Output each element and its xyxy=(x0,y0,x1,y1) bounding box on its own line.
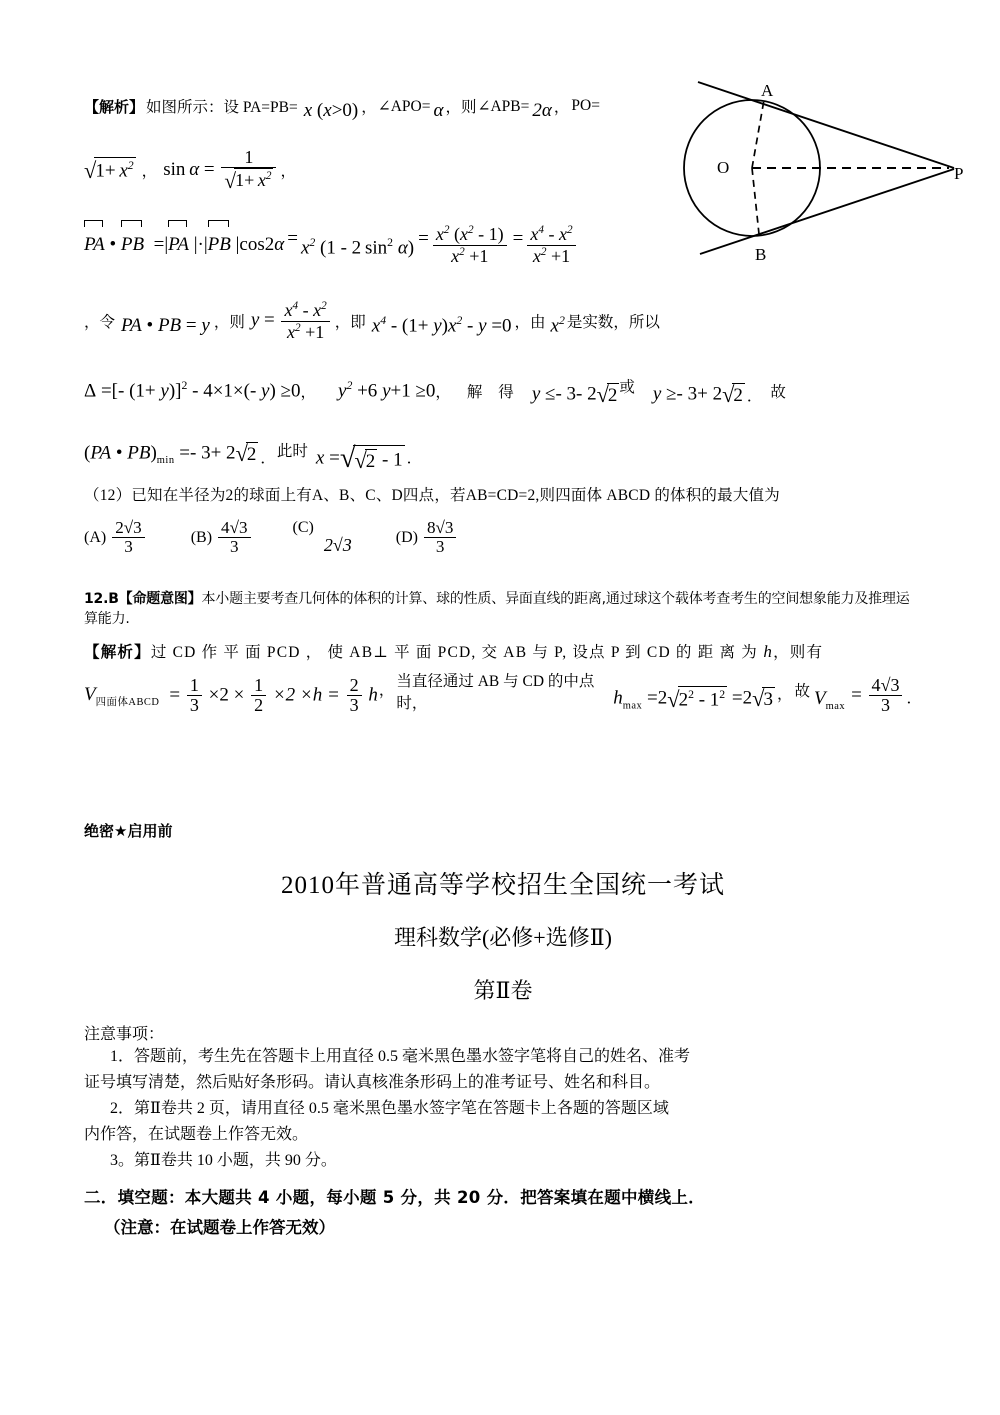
expr-eq-3: = xyxy=(512,228,524,249)
expr-solution-2: y ≥- 3+ 2√2 xyxy=(652,382,743,407)
dashed-segment-oa xyxy=(752,100,764,168)
choice-b-num: 4√3 xyxy=(221,518,248,537)
choice-a-value xyxy=(110,519,146,557)
answer-12-intent xyxy=(84,589,922,630)
notice-3-line-1: 3。第Ⅱ卷共 10 小题，共 90 分。 xyxy=(110,1152,337,1170)
exam-subtitle: 理科数学(必修+选修Ⅱ) xyxy=(393,925,612,951)
let-tail: 是实数，所以 xyxy=(566,314,660,331)
expr-y-fraction: y = $\frac{x^4 - x^2}{x^2 +1}$ xyxy=(251,300,332,342)
notice-2-line-2: 内作答，在试题卷上作答无效。 xyxy=(84,1126,309,1144)
solution-line-1 xyxy=(84,90,704,122)
notice-1-line-1: 1．答题前，考生先在答题卡上用直径 0.5 毫米黑色墨水签字笔将自己的姓名、准考 xyxy=(110,1048,691,1066)
po-label: PO= xyxy=(571,97,600,114)
label-p: P xyxy=(954,164,964,183)
sep-3: ， xyxy=(553,99,570,116)
notices-block xyxy=(84,1021,922,1174)
expr-volume-label: $V_{四面体ABCD}$ xyxy=(84,683,160,708)
expr-fraction-2: $\frac{x^4 - x^2}{x^2 +1}$ xyxy=(525,224,577,266)
choice-a-num: 2√3 xyxy=(115,518,142,537)
frac1-num: 1 xyxy=(189,674,199,695)
delta-sep-1: ， xyxy=(300,384,317,401)
choice-a-den: 3 xyxy=(124,537,133,557)
let-sep-2: ，即 xyxy=(334,314,366,331)
frac3-den: 3 xyxy=(349,694,359,715)
expr-eq-1: = xyxy=(287,228,298,249)
expr-solution-1: y ≤- 3- 2√2 xyxy=(531,382,618,407)
analysis-text-2: ，则有 xyxy=(773,643,824,661)
choice-a-label: (A) xyxy=(84,528,107,546)
solution-line-2 xyxy=(84,148,296,193)
expr-x-positive: x (x>0) xyxy=(303,100,359,121)
volume-sep: ， xyxy=(776,686,793,704)
expr-volume-body: = $\frac{1}{3}$ ×2 × $\frac{1}{2}$ ×2 ×h = $\frac{2}{3}$ h xyxy=(169,674,378,715)
sep-2: ，则 xyxy=(445,99,477,116)
exam-title: 2010年普通高等学校招生全国统一考试 xyxy=(280,872,725,900)
expr-sin-alpha: sin α = $\frac{1}{√1+ x^2}$ xyxy=(163,148,278,193)
delta-sep-2: ， xyxy=(435,384,451,401)
choice-c-label: (C) xyxy=(292,519,314,536)
gu-label: 故 xyxy=(770,384,786,401)
exam-volume: 第Ⅱ卷 xyxy=(473,978,533,1004)
angle-apb-label: ∠APB= xyxy=(477,97,530,115)
or-label: 或 xyxy=(619,379,635,396)
analysis-text-1: 过 CD 作 平 面 PCD ， 使 AB⊥ 平 面 PCD, 交 AB 与 P, 设点 P 到 CD 的 距 离 为 xyxy=(150,643,758,661)
question-12-text: 已知在半径为2的球面上有A、B、C、D四点，若AB=CD=2,则四面体 ABCD 的体积的最大值为 xyxy=(131,487,780,504)
solution-line-3 xyxy=(84,224,578,266)
choice-d-num: 8√3 xyxy=(426,518,454,537)
volume-gu: 故 xyxy=(794,683,810,701)
label-a: A xyxy=(761,81,774,100)
question-12-block xyxy=(84,483,922,557)
answer-12-intent-text: 本小题主要考查几何体的体积的计算、球的性质、异面直线的距离,通过球这个载体考查考生的空间想象能力及推理运算能力. xyxy=(84,590,910,628)
solution-line-4 xyxy=(84,300,660,342)
label-o: O xyxy=(717,158,730,177)
volume-formula-row xyxy=(84,673,922,716)
solution-block-11 xyxy=(84,78,964,483)
volume-term-2: ×2 ×h = xyxy=(272,683,340,705)
expr-discriminant: Δ =[- (1+ y)]$^2$ - 4×1×(- y) ≥0 xyxy=(84,379,301,402)
expr-cos-expansion: $x^2$ (1 - 2 $\sin^2 \alpha$) xyxy=(300,236,415,259)
volume-comma: ， xyxy=(378,682,395,700)
expr-quartic: $x^4 - (1+ y)x^2 - y =0$ xyxy=(371,314,512,337)
analysis-tag-2: 【解析】 xyxy=(84,643,151,661)
frac2-num: 1 xyxy=(254,674,264,695)
choice-d-den: 3 xyxy=(435,537,445,557)
volume-end: ． xyxy=(906,690,922,708)
sep-4: ， xyxy=(141,163,158,181)
choice-b[interactable] xyxy=(191,519,253,557)
expr-dot-product: PA • PB =| PA |·| PB |cos2α xyxy=(84,234,284,256)
expr-let: PA • PB = y xyxy=(121,315,210,336)
solution-line-5 xyxy=(84,374,786,408)
notice-1-line-2: 证号填写清楚，然后贴好条形码。请认真核准条形码上的准考证号、姓名和科目。 xyxy=(84,1074,661,1092)
choice-d-value xyxy=(422,519,458,557)
choice-c[interactable] xyxy=(293,519,352,556)
section-two-subheading: （注意：在试题卷上作答无效） xyxy=(104,1218,335,1237)
notices-heading: 注意事项： xyxy=(84,1026,165,1044)
delta-dot: ． xyxy=(746,388,763,405)
analysis-tag-1: 【解析】 xyxy=(84,97,145,116)
sep-1: ， xyxy=(361,99,377,116)
choice-b-den: 3 xyxy=(230,537,239,557)
question-12-line xyxy=(84,483,922,505)
let-lead: ，令 xyxy=(84,314,116,331)
let-sep-1: ，则 xyxy=(213,314,245,331)
expr-h-max: $h_{max} =2√2^2 - 1^2 =2√3$ xyxy=(613,686,773,712)
choice-d[interactable] xyxy=(396,519,459,557)
choice-a[interactable] xyxy=(84,519,147,557)
solve-label: 解 得 xyxy=(466,384,520,401)
frac2-den: 2 xyxy=(254,694,264,715)
expr-x-value: x =√√2 - 1 xyxy=(315,443,403,474)
notice-item-1 xyxy=(84,1044,922,1096)
solution-line-6 xyxy=(84,433,422,475)
secret-notice: 绝密★启用前 xyxy=(84,822,173,841)
answer-12-intent-prefix: 12.B【命题意图】 xyxy=(84,590,202,607)
let-sep-3: ，由 xyxy=(514,314,546,331)
min-dot: ． xyxy=(260,450,276,467)
choice-b-label: (B) xyxy=(190,528,213,546)
expr-x-squared: $x^2$ xyxy=(550,314,565,337)
frac1-den: 3 xyxy=(189,694,199,715)
tangent-line-pa xyxy=(698,82,954,168)
section-two-block xyxy=(84,1184,922,1238)
vmax-den: 3 xyxy=(881,694,891,715)
answer-12-block xyxy=(84,589,922,716)
expr-fraction-1: $\frac{x^2 (x^2 - 1)}{x^2 +1}$ xyxy=(431,224,509,266)
volume-mid-text: 当直径通过 AB 与 CD 的中点时， xyxy=(396,673,595,713)
expr-po-value: $√1+ x^2$ xyxy=(84,157,134,183)
notice-item-2 xyxy=(84,1096,922,1148)
then-label: 此时 xyxy=(276,443,308,460)
question-12-choices xyxy=(84,519,922,557)
expr-two-alpha: 2α xyxy=(532,100,552,121)
expr-min-value: (PA • $PB)_{min} =- 3+ 2√2$ xyxy=(84,441,257,467)
angle-apo-label: ∠APO= xyxy=(377,97,431,115)
section-two-heading: 二．填空题：本大题共 4 小题，每小题 5 分，共 20 分．把答案填在题中横线上． xyxy=(84,1188,705,1207)
notice-item-3 xyxy=(84,1148,922,1174)
volume-subscript: 四面体ABCD xyxy=(95,696,160,708)
min-end: ． xyxy=(406,450,423,467)
volume-term-3: h xyxy=(368,683,378,705)
expr-eq-2: = xyxy=(418,228,429,249)
choice-b-value xyxy=(216,519,252,557)
expr-quadratic-ineq: $y^2 +6$ y+1 ≥0 xyxy=(338,379,436,402)
choice-d-label: (D) xyxy=(395,528,418,546)
expr-alpha: α xyxy=(433,100,444,121)
notice-2-line-1: 2．第Ⅱ卷共 2 页，请用直径 0.5 毫米黑色墨水签字笔在答题卡上各题的答题区域 xyxy=(110,1100,669,1118)
expr-v-max-value: = $\frac{4√3}{3}$ xyxy=(851,676,904,716)
volume-term-1: ×2 × xyxy=(208,683,245,705)
exam-header-block xyxy=(84,820,922,1005)
vmax-num: 4√3 xyxy=(871,674,900,695)
sep-5: ， xyxy=(280,163,296,181)
question-12-number: （12） xyxy=(84,487,132,504)
frac3-num: 2 xyxy=(349,674,359,695)
label-b: B xyxy=(755,245,767,264)
page-content xyxy=(84,78,964,1238)
tangent-line-pb xyxy=(700,169,954,254)
expr-v-max: $V_{max}$ xyxy=(813,687,846,712)
dashed-segment-ob xyxy=(752,168,759,234)
answer-12-analysis: 【解析】过 CD 作 平 面 PCD ， 使 AB⊥ 平 面 PCD, 交 AB 与 P, 设点 P 到 CD 的 距 离 为 h，则有 xyxy=(84,641,824,661)
choice-c-value: 2√3 xyxy=(323,535,352,555)
solution-intro: 如图所示：设 PA=PB= xyxy=(146,99,298,116)
